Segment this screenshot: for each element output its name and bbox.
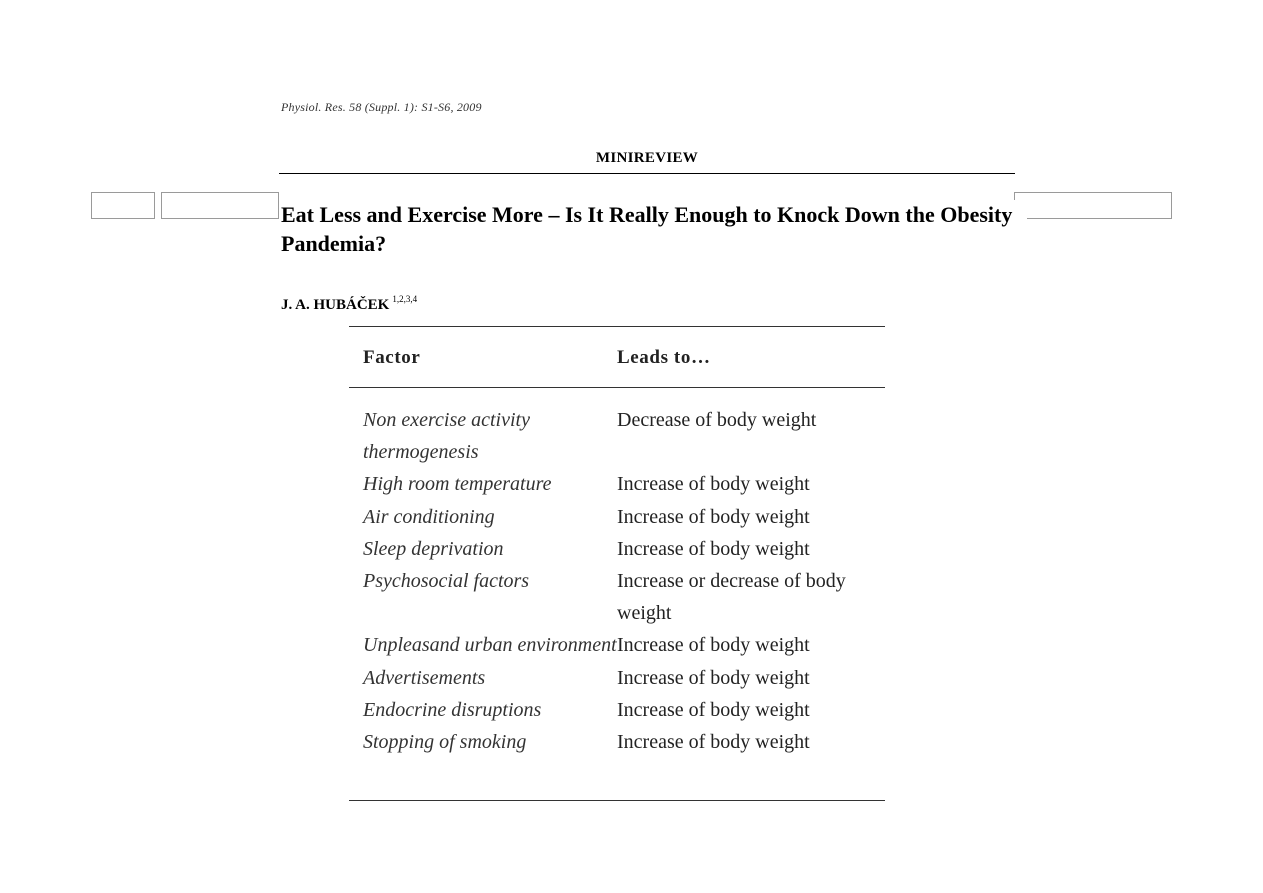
table-cell-factor: Air conditioning xyxy=(363,505,495,528)
table-row xyxy=(363,468,883,500)
table-cell-effect: Increase or decrease of body weight xyxy=(617,570,846,625)
table-cell-effect: Increase of body weight xyxy=(617,505,810,528)
table-header-factor: Factor xyxy=(363,347,421,368)
table-cell-factor: Advertisements xyxy=(363,666,486,689)
table-cell-effect: Increase of body weight xyxy=(617,698,810,721)
empty-box-left-wide xyxy=(161,192,279,219)
table-cell-factor: Stopping of smoking xyxy=(363,731,527,754)
empty-box-right xyxy=(1014,192,1172,219)
table-row xyxy=(363,694,883,726)
table-row xyxy=(363,533,883,565)
table-row xyxy=(363,726,883,758)
table-header-rule xyxy=(349,387,885,388)
table-body xyxy=(363,404,883,758)
section-divider xyxy=(279,173,1015,174)
author-affiliations: 1,2,3,4 xyxy=(392,294,418,304)
table-cell-effect: Increase of body weight xyxy=(617,666,810,689)
table-row xyxy=(363,501,883,533)
table-cell-effect: Increase of body weight xyxy=(617,731,810,754)
table-cell-effect: Decrease of body weight xyxy=(617,409,817,431)
table-row xyxy=(363,565,883,629)
journal-reference: Physiol. Res. 58 (Suppl. 1): S1-S6, 2009 xyxy=(281,100,482,114)
table-row xyxy=(363,662,883,694)
author-name: J. A. HUBÁČEK xyxy=(281,297,390,313)
table-cell-effect: Increase of body weight xyxy=(617,634,810,657)
table-cell-factor: Sleep deprivation xyxy=(363,537,504,560)
table-cell-factor: Unpleasand urban environment xyxy=(363,634,617,657)
table-top-rule xyxy=(349,326,885,327)
section-label: MINIREVIEW xyxy=(595,150,699,166)
empty-box-left xyxy=(91,192,155,219)
table-cell-factor: Endocrine disruptions xyxy=(363,698,542,721)
table-row xyxy=(363,629,883,661)
table-header-leads-to: Leads to… xyxy=(617,347,711,368)
table-cell-factor: High room temperature xyxy=(363,473,552,496)
author-line xyxy=(281,294,418,314)
paper-title: Eat Less and Exercise More – Is It Really Enough to Knock Down the Obesity Pandemia? xyxy=(281,200,1027,258)
table-bottom-rule xyxy=(349,800,885,801)
table-row xyxy=(363,404,883,468)
table-cell-effect: Increase of body weight xyxy=(617,473,810,496)
table-cell-factor: Non exercise activity thermogenesis xyxy=(363,409,530,464)
table-cell-factor: Psychosocial factors xyxy=(363,570,530,593)
table-cell-effect: Increase of body weight xyxy=(617,537,810,560)
